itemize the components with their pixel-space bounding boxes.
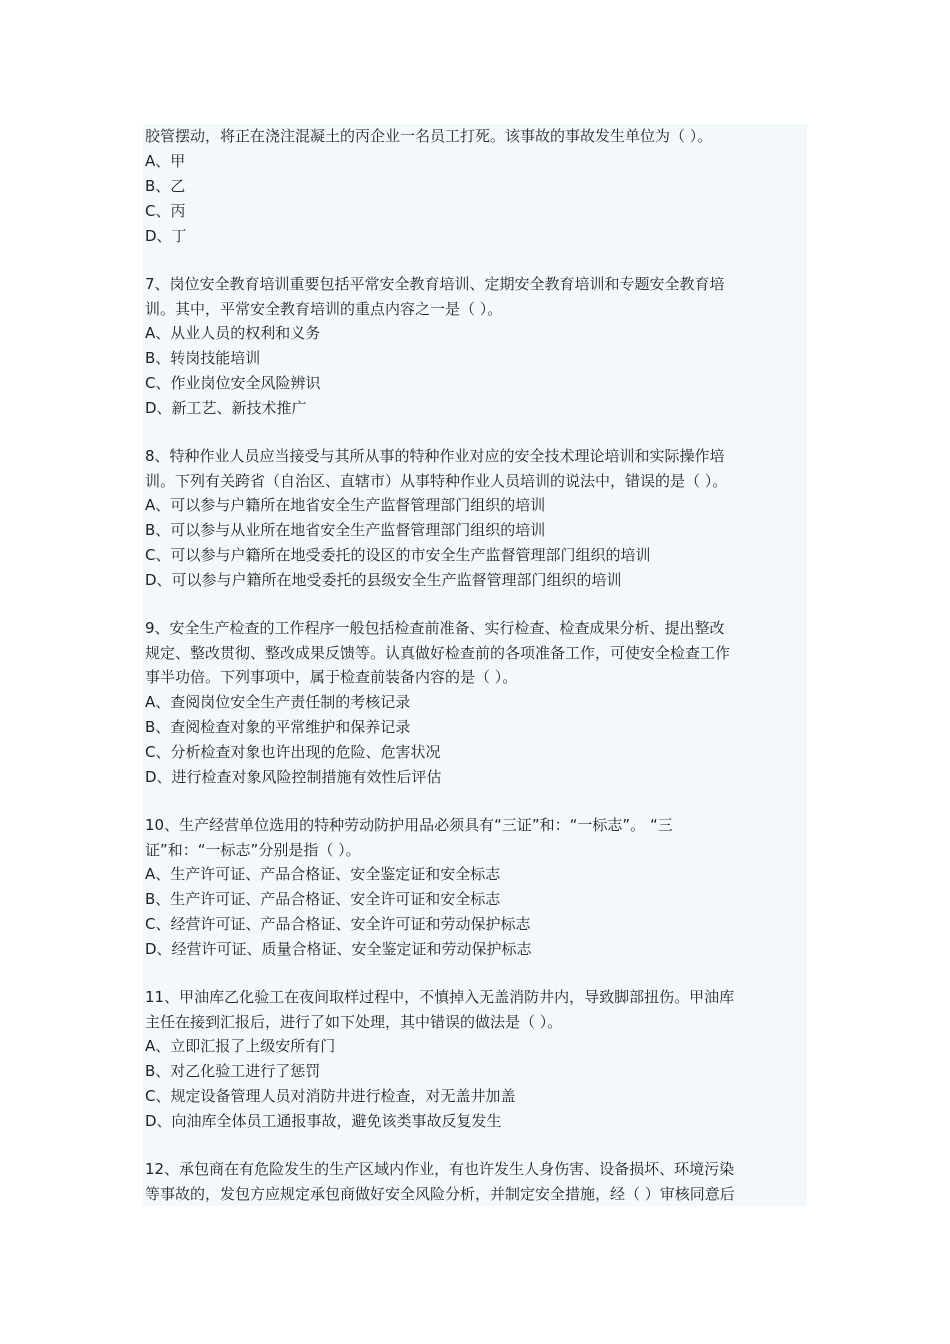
option-c: C、丙 <box>145 202 186 220</box>
option-a: A、从业人员的权利和义务 <box>145 324 321 342</box>
option-d: D、可以参与户籍所在地受委托的县级安全生产监督管理部门组织的培训 <box>145 571 622 589</box>
option-b: B、乙 <box>145 177 186 195</box>
option-a: A、甲 <box>145 152 186 170</box>
question-9-stem: 9、安全生产检查的工作程序一般包括检查前准备、实行检查、检查成果分析、提出整改 <box>145 619 725 637</box>
question-7-stem-cont: 训。其中，平常安全教育培训的重点内容之一是（ ）。 <box>145 300 503 318</box>
question-12-stem-cont: 等事故的，发包方应规定承包商做好安全风险分析，并制定安全措施，经（ ）审核同意后 <box>145 1185 735 1203</box>
question-12-stem: 12、承包商在有危险发生的生产区域内作业，有也许发生人身伤害、设备损坏、环境污染 <box>145 1160 735 1178</box>
option-b: B、对乙化验工进行了惩罚 <box>145 1062 321 1080</box>
question-10-stem: 10、生产经营单位选用的特种劳动防护用品必须具有“三证”和：“一标志”。 “三 <box>145 816 673 834</box>
question-11-stem: 11、甲油库乙化验工在夜间取样过程中，不慎掉入无盖消防井内，导致脚部扭伤。甲油库 <box>145 988 735 1006</box>
option-c: C、规定设备管理人员对消防井进行检查，对无盖井加盖 <box>145 1087 516 1105</box>
option-c: C、经营许可证、产品合格证、安全许可证和劳动保护标志 <box>145 915 531 933</box>
option-d: D、丁 <box>145 227 187 245</box>
question-6-stem-tail: 胶管摆动，将正在浇注混凝土的丙企业一名员工打死。该事故的事故发生单位为（ ）。 <box>145 127 713 145</box>
option-d: D、进行检查对象风险控制措施有效性后评估 <box>145 768 442 786</box>
question-9-stem-cont: 规定、整改贯彻、整改成果反馈等。认真做好检查前的各项准备工作，可使安全检查工作 <box>145 644 731 662</box>
question-7-stem: 7、岗位安全教育培训重要包括平常安全教育培训、定期安全教育培训和专题安全教育培 <box>145 275 725 293</box>
question-8-stem-cont: 训。下列有关跨省（自治区、直辖市）从事特种作业人员培训的说法中，错误的是（ ）。 <box>145 472 728 490</box>
option-a: A、生产许可证、产品合格证、安全鉴定证和安全标志 <box>145 865 501 883</box>
option-d: D、新工艺、新技术推广 <box>145 399 307 417</box>
option-c: C、作业岗位安全风险辨识 <box>145 374 321 392</box>
option-c: C、可以参与户籍所在地受委托的设区的市安全生产监督管理部门组织的培训 <box>145 546 651 564</box>
document-body <box>143 124 807 1206</box>
option-a: A、查阅岗位安全生产责任制的考核记录 <box>145 693 411 711</box>
option-a: A、立即汇报了上级安所有门 <box>145 1037 336 1055</box>
option-b: B、转岗技能培训 <box>145 349 261 367</box>
option-b: B、生产许可证、产品合格证、安全许可证和安全标志 <box>145 890 501 908</box>
option-d: D、经营许可证、质量合格证、安全鉴定证和劳动保护标志 <box>145 940 532 958</box>
question-11-stem-cont: 主任在接到汇报后，进行了如下处理，其中错误的做法是（ ）。 <box>145 1013 563 1031</box>
option-b: B、可以参与从业所在地省安全生产监督管理部门组织的培训 <box>145 521 546 539</box>
question-10-stem-cont: 证”和：“一标志”分别是指（ ）。 <box>145 841 361 859</box>
option-d: D、向油库全体员工通报事故，避免该类事故反复发生 <box>145 1112 502 1130</box>
option-b: B、查阅检查对象的平常维护和保养记录 <box>145 718 411 736</box>
option-c: C、分析检查对象也许出现的危险、危害状况 <box>145 743 441 761</box>
option-a: A、可以参与户籍所在地省安全生产监督管理部门组织的培训 <box>145 496 546 514</box>
question-9-stem-cont: 事半功倍。下列事项中，属于检查前装备内容的是（ ）。 <box>145 668 518 686</box>
question-8-stem: 8、特种作业人员应当接受与其所从事的特种作业对应的安全技术理论培训和实际操作培 <box>145 447 725 465</box>
